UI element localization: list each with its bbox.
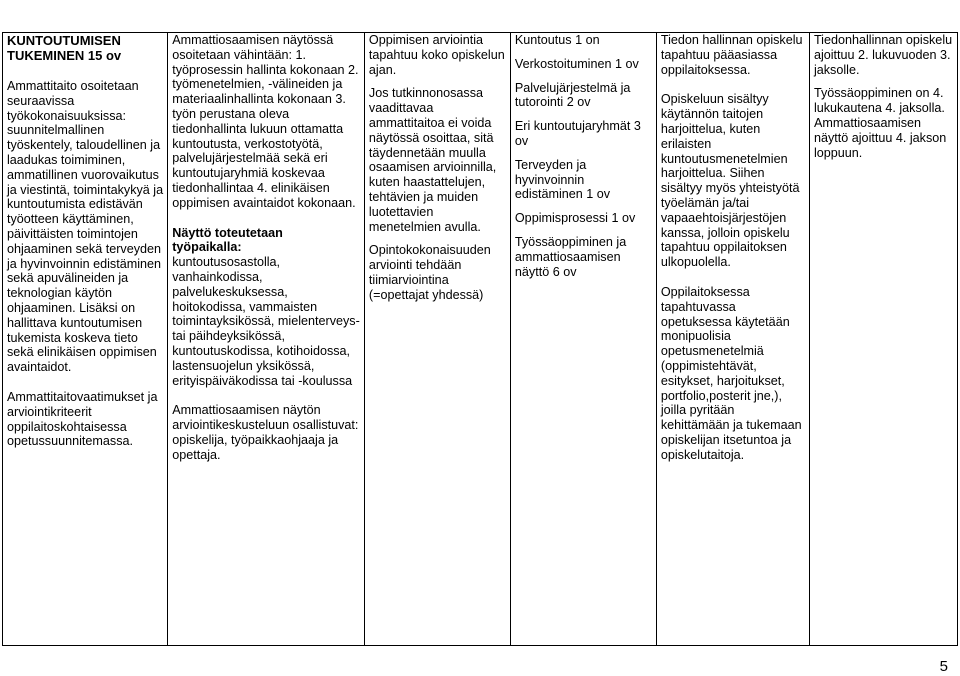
credit-item: Kuntoutus 1 on (514, 33, 600, 47)
assessment-text-1: Oppimisen arviointia tapahtuu koko opiskelun ajan. (368, 33, 505, 77)
module-title: KUNTOUTUMISEN TUKEMINEN 15 ov (7, 33, 122, 63)
teaching-text-3: Oppilaitoksessa tapahtuvassa opetuksessa käytetään monipuolisia opetusmenetelmiä (oppimistehtävät, esitykset, harjoitukset, portfolio,posterit jne,), joilla pyritään kehittämään ja tukemaan opiskelijan itsetuntoa ja opiskelutaitoja. (660, 284, 802, 462)
credit-item: Verkostoituminen 1 ov (514, 56, 639, 71)
demonstration-places-text: kuntoutusosastolla, vanhainkodissa, palvelukeskuksessa, hoitokodissa, vammaisten toimintayksikössä, mielenterveys- tai päihdeyksikössä, kuntoutuskodissa, kotihoidossa, lastensuojelun yksikössä, erityispäiväkodissa tai -koulussa (172, 255, 360, 388)
assessment-text-2: Jos tutkinnonosassa vaadittavaa ammattitaitoa ei voida näytössä osoittaa, sitä täydennetään muulla osaamisen arvioinnilla, kuten haastattelujen, tehtävien ja muiden luotettavien menetelmien avulla. (368, 86, 497, 234)
competence-text: Ammattitaito osoitetaan seuraavissa työkokonaisuuksissa: suunnitelmallinen työskentely, taloudellinen ja laadukas toimiminen, ammatillinen vuorovaikutus ja viestintä, toimintakykyä ja kuntoutumista edistävän työotteen käyttäminen, päivittäisten toimintojen ohjaaminen sekä terveyden ja hyvinvoinnin edistäminen sekä apuvälineiden ja teknologian käytön ohjaaminen. Lisäksi on hallittava kuntoutumisen tukemista koskeva tieto sekä elinikäisen oppimisen avaintaidot. (7, 79, 164, 375)
credit-item: Oppimisprosessi 1 ov (514, 211, 636, 226)
page-number: 5 (939, 658, 948, 675)
demonstration-place-heading: Näyttö toteutetaan työpaikalla: (172, 225, 283, 255)
credit-item: Palvelujärjestelmä ja tutorointi 2 ov (514, 80, 631, 110)
teaching-methods-cell (656, 33, 809, 646)
demonstration-cell (168, 33, 365, 646)
assessment-cell (364, 33, 510, 646)
credit-item: Eri kuntoutujaryhmät 3 ov (514, 119, 641, 148)
schedule-text-1: Tiedonhallinnan opiskelu ajoittuu 2. lukuvuoden 3. jaksolle. (813, 33, 953, 77)
assessment-participants-text: Ammattiosaamisen näytön arviointikeskusteluun osallistuvat: opiskelija, työpaikkaohjaaja ja opettaja. (172, 403, 359, 462)
demonstration-scope-text: Ammattiosaamisen näytössä osoitetaan vähintään: 1. työprosessin hallinta kokonaan 2. työmenetelmien, -välineiden ja materiaalinhallinta kokonaan 3. työn perustana oleva tiedonhallinta lukuun ottamatta kuntoutusta, verkostotyötä, palvelujärjestelmää sekä eri kuntoutujaryhmiä koskevaa tiedonhallintaa 4. elinikäisen oppimisen avaintaidot kokonaan. (172, 33, 359, 210)
schedule-text-2: Työssäoppiminen on 4. lukukautena 4. jaksolla. Ammattiosaamisen näyttö ajoittuu 4. jakson loppuun. (813, 86, 947, 160)
assessment-text-3: Opintokokonaisuuden arviointi tehdään tiimiarviointina (=opettajat yhdessä) (368, 243, 491, 302)
teaching-text-1: Tiedon hallinnan opiskelu tapahtuu pääasiassa oppilaitoksessa. (660, 33, 803, 77)
requirements-text: Ammattitaitovaatimukset ja arviointikriteerit oppilaitoskohtaisessa opetussuunnitemassa. (7, 389, 158, 449)
credits-cell (510, 33, 656, 646)
schedule-cell (809, 33, 957, 646)
credit-item: Terveyden ja hyvinvoinnin edistäminen 1 ov (514, 157, 611, 202)
credit-item: Työssäoppiminen ja ammattiosaamisen näyttö 6 ov (514, 234, 627, 279)
module-description-cell (3, 33, 168, 646)
teaching-text-2: Opiskeluun sisältyy käytännön taitojen harjoittelua, kuten erilaisten kuntoutusmenetelmien harjoittelua. Siihen sisältyy myös yhteistyötä työelämän ja/tai vapaaehtoisjärjestöjen kanssa, jolloin opiskelu tapahtuu oppilaitoksen ulkopuolella. (660, 92, 800, 270)
table-row (3, 33, 958, 646)
curriculum-table (2, 32, 958, 646)
